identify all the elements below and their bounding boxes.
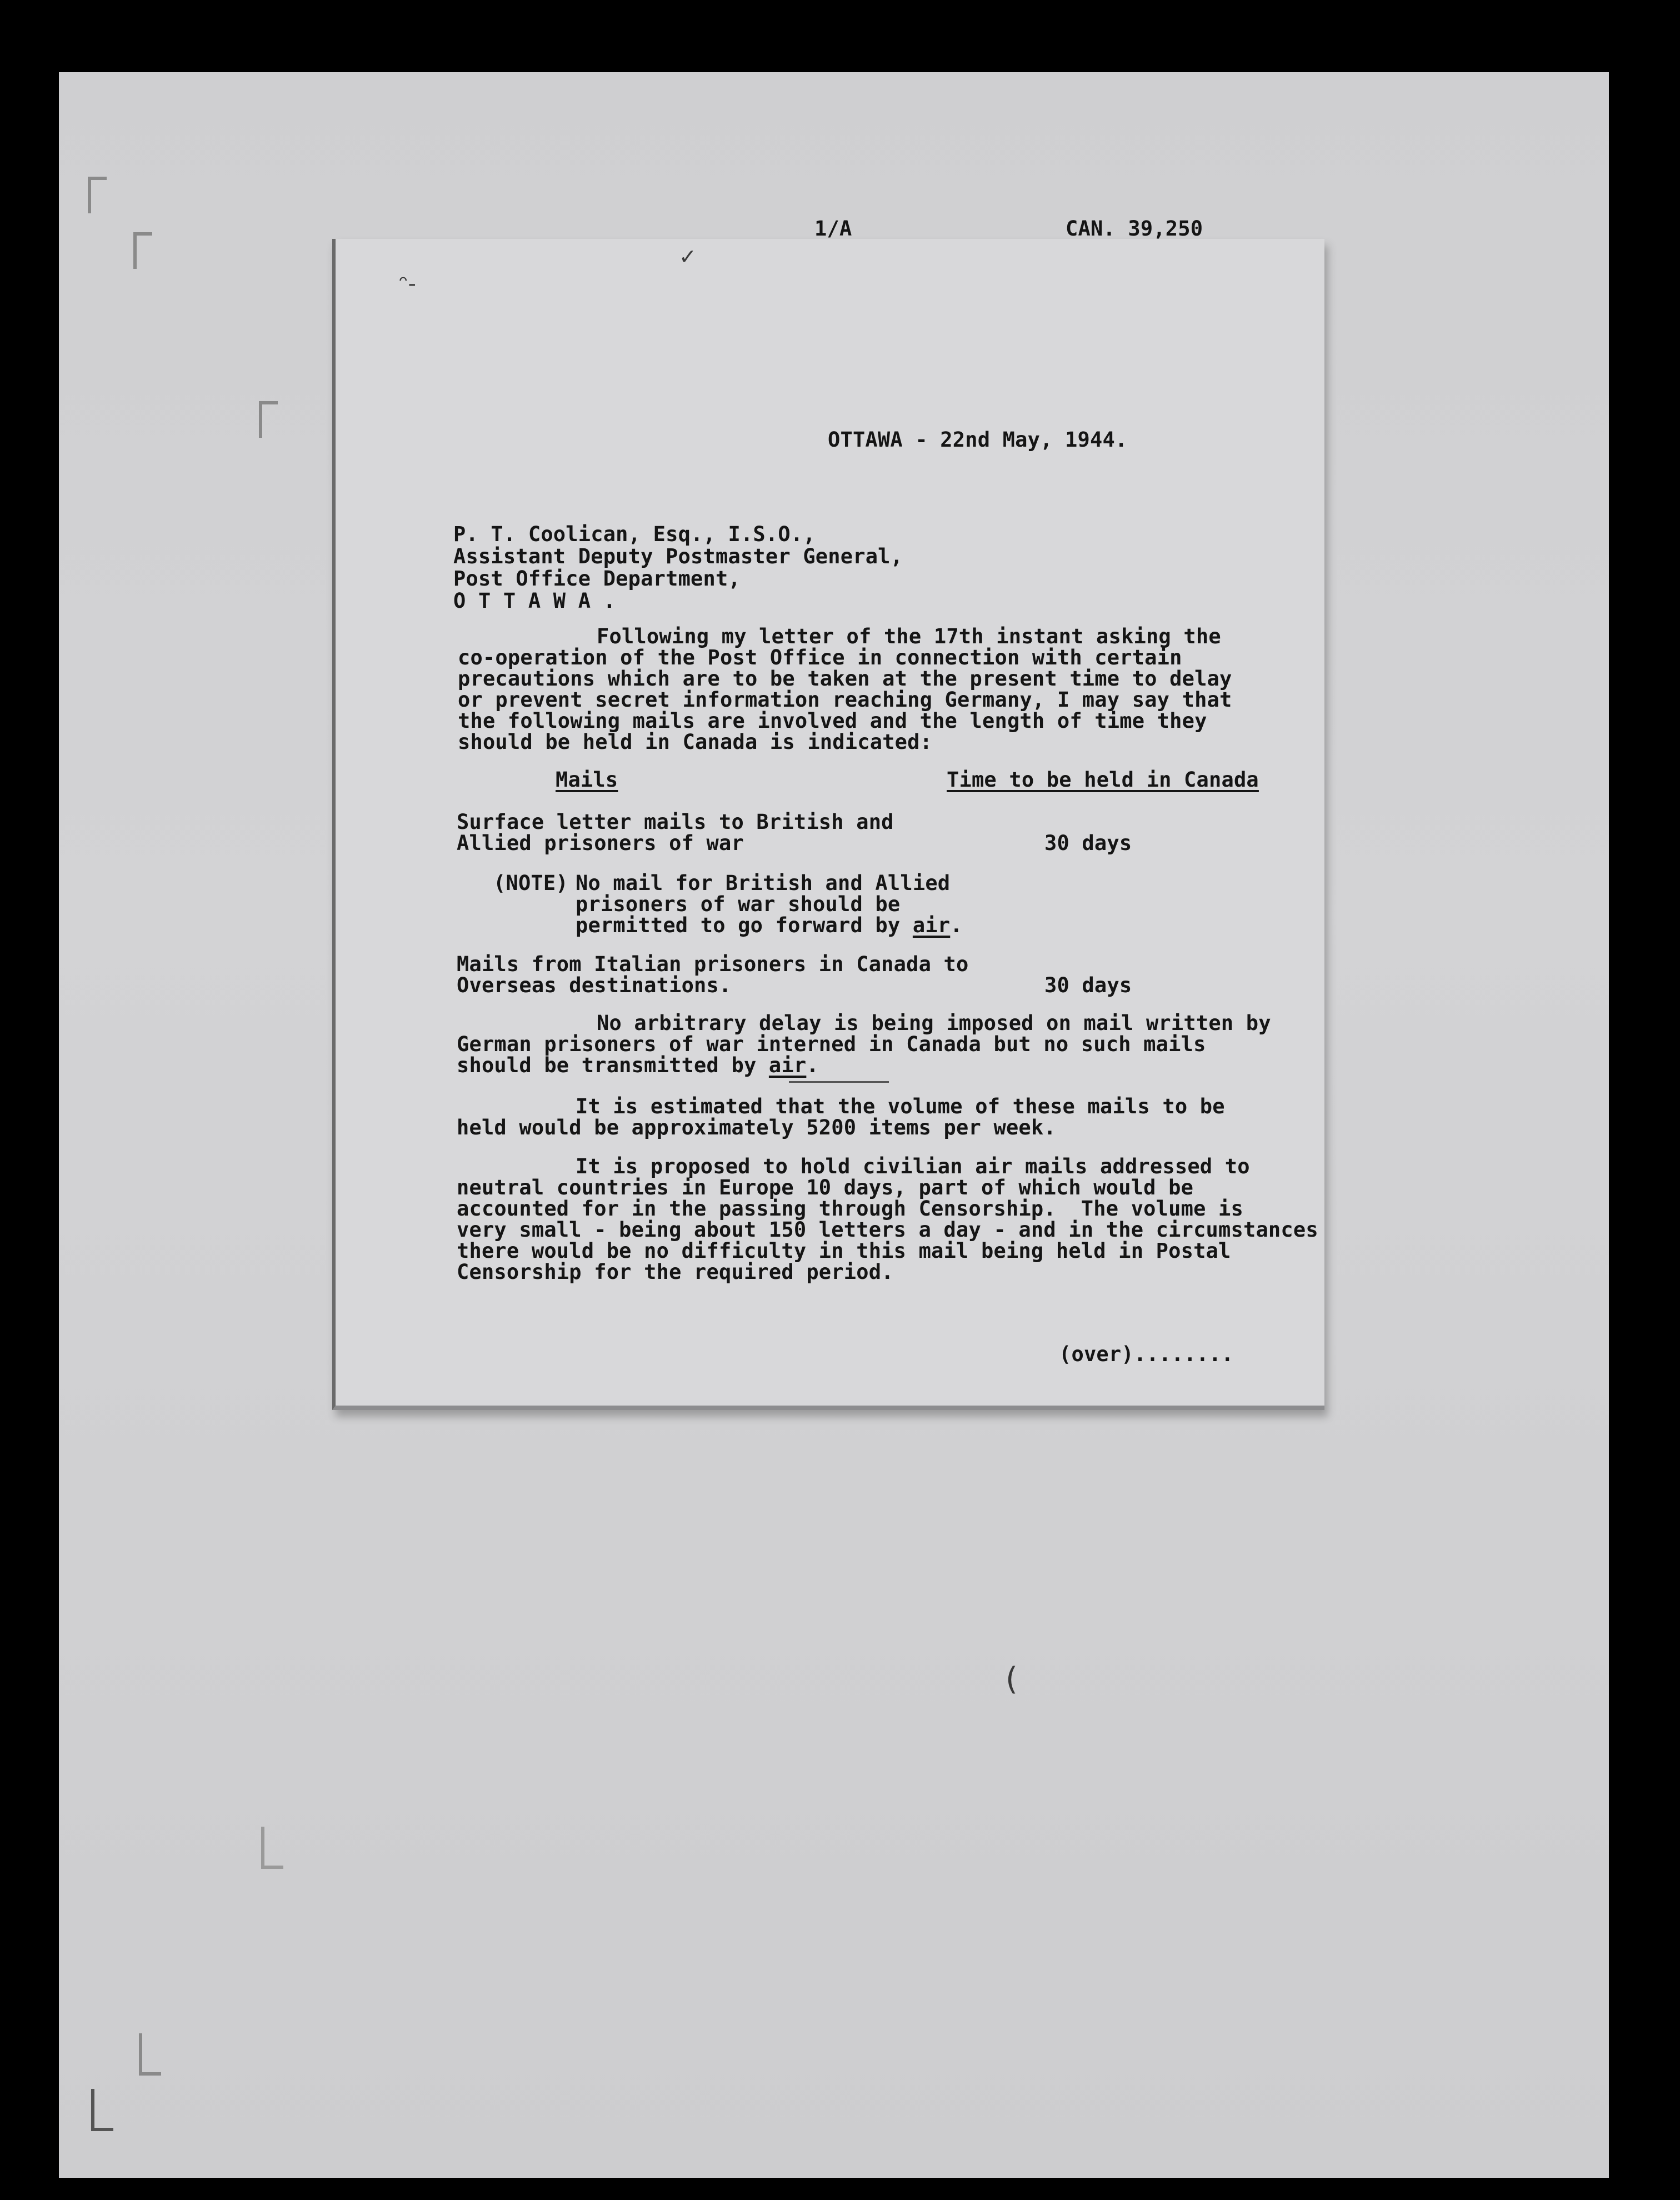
mail-category: Allied prisoners of war (457, 831, 744, 855)
paragraph-line: It is estimated that the volume of these mails to be (576, 1094, 1225, 1118)
paragraph-text: should be transmitted by (457, 1053, 769, 1077)
paragraph-line: No arbitrary delay is being imposed on mail written by (597, 1011, 1271, 1035)
emphasis-air: air (912, 913, 951, 937)
crop-mark (139, 2033, 161, 2076)
column-heading-mails: Mails (556, 768, 618, 792)
intro-line: co-operation of the Post Office in connection with certain (458, 646, 1182, 669)
mail-category: Surface letter mails to British and (457, 810, 894, 834)
hold-time: 30 days (1044, 973, 1132, 997)
emphasis-air: air (768, 1053, 807, 1077)
paragraph-line: accounted for in the passing through Censorship. The volume is (457, 1197, 1243, 1221)
paragraph-line: there would be no difficulty in this mail being held in Postal (457, 1239, 1231, 1263)
pen-mark: ( (1006, 1661, 1018, 1697)
crop-mark (261, 1827, 283, 1869)
note-text: . (950, 913, 963, 937)
page-number: 1/A (814, 217, 852, 241)
note-line: prisoners of war should be (576, 892, 901, 916)
mail-category: Mails from Italian prisoners in Canada to (457, 952, 969, 976)
continued-over: (over)........ (1059, 1342, 1234, 1366)
intro-line: should be held in Canada is indicated: (458, 730, 933, 754)
addressee-title: Assistant Deputy Postmaster General, (453, 544, 903, 568)
addressee-name: P. T. Coolican, Esq., I.S.O., (453, 522, 816, 546)
paragraph-line: It is proposed to hold civilian air mails addressed to (576, 1154, 1250, 1178)
addressee-city: O T T A W A . (453, 589, 616, 613)
paragraph-text: . (806, 1053, 819, 1077)
paragraph-line: very small - being about 150 letters a day - and in the circumstances (457, 1218, 1318, 1242)
check-mark: ✓ (679, 244, 697, 269)
paragraph-line: Censorship for the required period. (457, 1260, 894, 1284)
crop-mark (88, 177, 107, 213)
paragraph-line: held would be approximately 5200 items per week. (457, 1116, 1056, 1139)
pen-mark: ᵔ- (399, 271, 416, 297)
intro-line: the following mails are involved and the length of time they (458, 709, 1207, 733)
note-line: No mail for British and Allied (576, 871, 951, 895)
intro-line: precautions which are to be taken at the present time to delay (458, 667, 1232, 691)
dateline: OTTAWA - 22nd May, 1944. (828, 428, 1128, 452)
crop-mark (133, 232, 152, 269)
addressee-department: Post Office Department, (453, 567, 741, 591)
paragraph-line (457, 1054, 819, 1077)
mail-category: Overseas destinations. (457, 973, 732, 997)
paragraph-line: neutral countries in Europe 10 days, part of which would be (457, 1176, 1194, 1199)
hold-time: 30 days (1044, 831, 1132, 855)
crop-mark (259, 401, 278, 438)
intro-line: Following my letter of the 17th instant asking the (597, 624, 1221, 648)
note-text: permitted to go forward by (576, 913, 913, 937)
note-line (576, 914, 963, 937)
paragraph-line: German prisoners of war interned in Canada but no such mails (457, 1032, 1206, 1056)
intro-line: or prevent secret information reaching Germany, I may say that (458, 688, 1232, 712)
crop-mark (91, 2089, 113, 2131)
pen-stroke (789, 1081, 889, 1083)
note-label: (NOTE) (493, 871, 568, 895)
column-heading-time: Time to be held in Canada (947, 768, 1259, 792)
file-reference: CAN. 39,250 (1066, 217, 1203, 241)
